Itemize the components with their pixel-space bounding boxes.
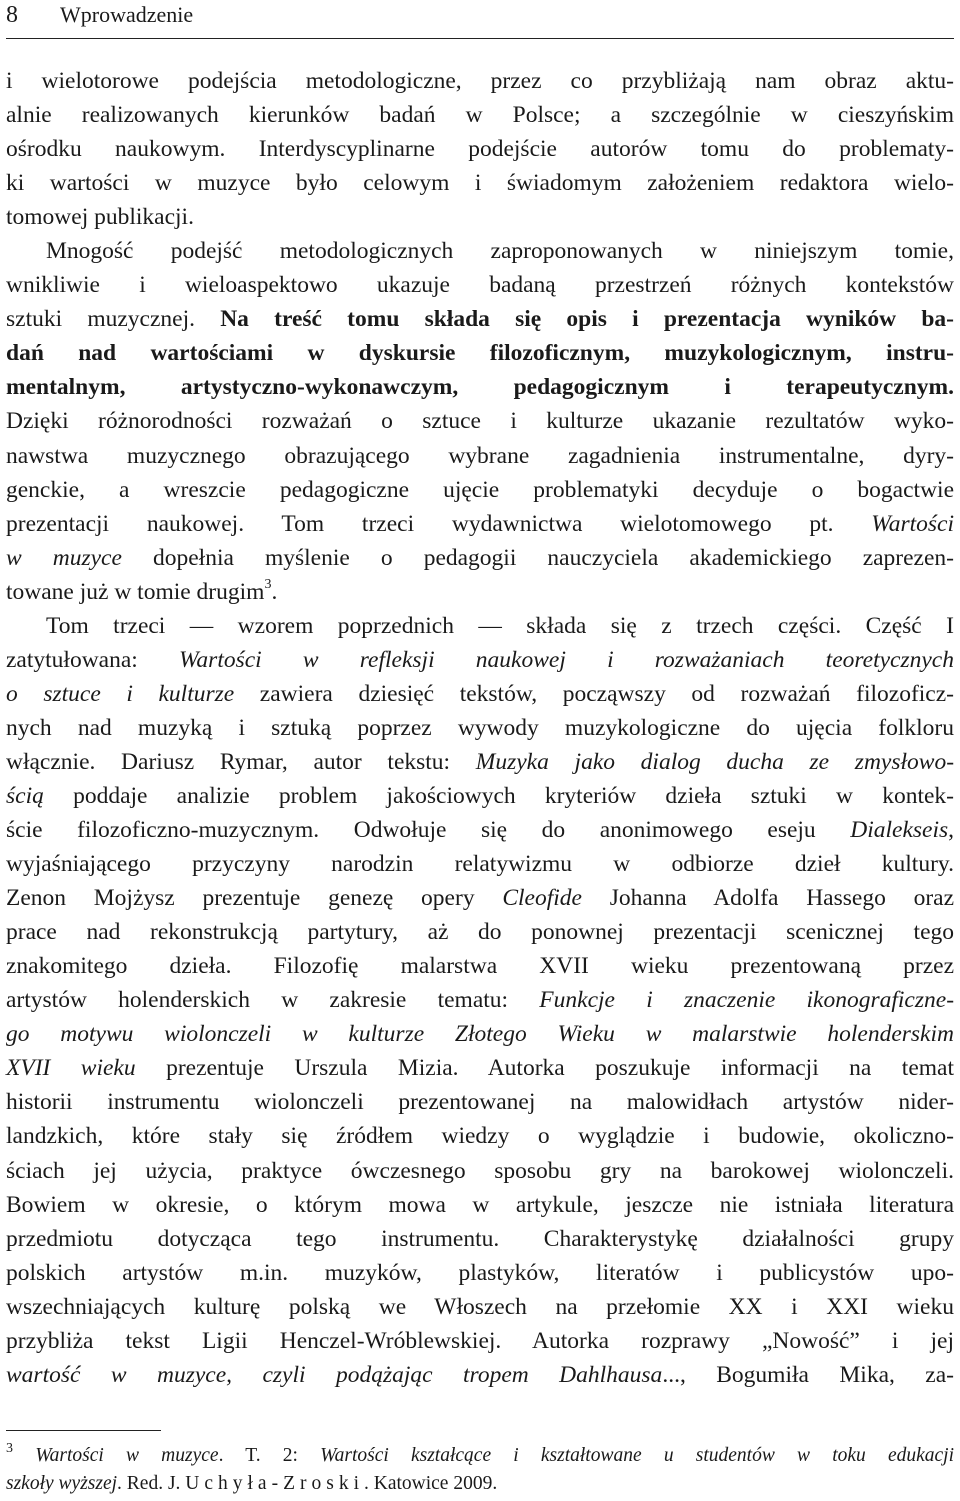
text-run: ..., Bogumiła Mika, za- <box>662 1361 954 1388</box>
text-line: i wielotorowe podejścia metodologiczne, przez co przybliżają nam obraz aktu- <box>6 68 954 94</box>
footnote <box>6 1442 954 1498</box>
text-line: go motywu wiolonczeli w kulturze Złotego Wieku w malarstwie holenderskim <box>6 1021 954 1048</box>
text-line <box>6 779 954 813</box>
text-line: wyjaśniającego przyczyny narodzin relatywizmu w odbiorze dzieł kultury. <box>6 851 954 878</box>
italic-run: ścią <box>6 782 44 809</box>
running-header <box>6 0 954 30</box>
footnote-number: 3 <box>6 1440 13 1456</box>
text-line <box>6 1051 954 1085</box>
italic-run: Wartości w muzyce <box>35 1445 219 1466</box>
page-number: 8 <box>6 2 18 28</box>
text-run: sztuki muzycznej. <box>6 306 195 333</box>
text-line: prace nad rekonstrukcją partytury, aż do ponownej prezentacji scenicznej tego <box>6 919 954 946</box>
text-line: dań nad wartościami w dyskursie filozoficznym, muzykologicznym, instru- <box>6 340 954 367</box>
italic-run: Wartości <box>871 510 954 537</box>
text-line <box>6 507 954 541</box>
spaced-author-name: Uchyła-Zroski <box>185 1473 364 1494</box>
text-run: zawiera dziesięć tekstów, począwszy od rozważań filozoficz- <box>259 680 954 707</box>
text-line: ściach jej użycia, praktyce ówczesnego sposobu gry na barokowej wiolonczeli. <box>6 1157 954 1184</box>
text-line: przedmiotu dotycząca tego instrumentu. Charakterystykę działalności grupy <box>6 1225 954 1252</box>
text-line <box>6 813 954 847</box>
text-line: polskich artystów m.in. muzyków, plastyków, literatów i publicystów upo- <box>6 1259 954 1286</box>
text-line: nawstwa muzycznego obrazującego wybrane zagadnienia instrumentalne, dyry- <box>6 442 954 469</box>
text-run: włącznie. Dariusz Rymar, autor tekstu: <box>6 748 451 775</box>
text-line: genckie, a wreszcie pedagogiczne ujęcie problematyki decyduje o bogactwie <box>6 476 954 503</box>
text-run: zatytułowana: <box>6 646 138 673</box>
italic-run: Dialekseis <box>850 817 949 844</box>
italic-run: o sztuce i kulturze <box>6 680 235 707</box>
text-line <box>6 541 954 575</box>
text-run: . <box>271 578 278 605</box>
text-line <box>6 302 954 336</box>
text-run: Zenon Mojżysz prezentuje genezę opery <box>6 885 475 912</box>
paragraph-3 <box>6 609 954 1392</box>
footnote-ref[interactable]: 3 <box>264 576 272 592</box>
italic-run: w muzyce <box>6 544 122 571</box>
running-title: Wprowadzenie <box>60 2 194 27</box>
text-line <box>6 881 954 915</box>
italic-run: Cleofide <box>502 885 582 912</box>
text-run: Johanna Adolfa Hassego oraz <box>609 885 955 912</box>
italic-run: szkoły wyższej <box>6 1473 118 1494</box>
text-line: Bowiem w okresie, o którym mowa w artykule, jeszcze nie istniała literatura <box>6 1191 954 1218</box>
text-line: ki wartości w muzyce było celowym i świadomym założeniem redaktora wielo- <box>6 170 954 197</box>
text-line: historii instrumentu wiolonczeli prezentowanej na malowidłach artystów nider- <box>6 1089 954 1116</box>
text-line <box>6 745 954 779</box>
text-line: przybliża tekst Ligii Henczel-Wróblewskiej. Autorka rozprawy „Nowość” i jej <box>6 1327 954 1354</box>
text-line <box>6 983 954 1017</box>
text-line: landzkich, które stały się źródłem wiedzy o wyglądzie i budowie, okoliczno- <box>6 1123 954 1150</box>
italic-run: XVII wieku <box>6 1055 136 1082</box>
main-text <box>6 64 954 1392</box>
text-line: wnikliwie i wieloaspektowo ukazuje badaną przestrzeń różnych kontekstów <box>6 272 954 299</box>
text-line: Mnogość podejść metodologicznych zaproponowanych w niniejszym tomie, <box>46 238 954 265</box>
footnote-line <box>6 1470 954 1498</box>
footnote-rule <box>6 1430 161 1431</box>
text-line: tomowej publikacji. <box>6 204 194 231</box>
text-line: Dzięki różnorodności rozważań o sztuce i kulturze ukazanie rezultatów wyko- <box>6 408 954 435</box>
text-run: artystów holenderskich w zakresie tematu: <box>6 987 509 1014</box>
text-line: mentalnym, artystyczno-wykonawczym, pedagogicznym i terapeutycznym. <box>6 374 954 401</box>
text-run: prezentuje Urszula Mizia. Autorka poszukuje informacji na temat <box>166 1055 954 1082</box>
footnote-line <box>6 1442 954 1470</box>
text-line: znakomitego dzieła. Filozofię malarstwa XVII wieku prezentowaną przez <box>6 953 954 980</box>
paragraph-1 <box>6 64 954 234</box>
text-run: ście filozoficzno-muzycznym. Odwołuje się do anonimowego eseju <box>6 817 816 844</box>
italic-run: Wartości kształcące i kształtowane u studentów w toku edukacji <box>320 1445 955 1466</box>
text-line <box>6 677 954 711</box>
text-line: alnie realizowanych kierunków badań w Polsce; a szczególnie w cieszyńskim <box>6 102 954 129</box>
italic-run: Funkcje i znaczenie ikonograficzne- <box>539 987 955 1014</box>
text-run: prezentacji naukowej. Tom trzeci wydawnictwa wielotomowego pt. <box>6 510 834 537</box>
text-line: wszechniających kulturę polską we Włoszech na przełomie XX i XXI wieku <box>6 1293 954 1320</box>
text-line: Tom trzeci — wzorem poprzednich — składa się z trzech części. Część I <box>46 612 954 639</box>
text-line <box>6 575 954 609</box>
text-line <box>6 1358 954 1392</box>
italic-run: wartość w muzyce, czyli podążając tropem Dahlhausa <box>6 1361 663 1388</box>
text-run: . Red. J. <box>117 1473 181 1494</box>
italic-run: Muzyka jako dialog ducha ze zmysłowo- <box>475 748 955 775</box>
text-run: towane już w tomie drugim <box>6 578 265 605</box>
header-rule <box>6 38 954 39</box>
text-line: ośrodku naukowym. Interdyscyplinarne podejście autorów tomu do problematy- <box>6 136 954 163</box>
paragraph-2 <box>6 234 954 609</box>
text-run: poddaje analizie problem jakościowych kryteriów dzieła sztuki w kontek- <box>73 782 954 809</box>
text-line <box>6 643 954 677</box>
text-run: , <box>948 817 955 844</box>
italic-run: Wartości w refleksji naukowej i rozważaniach teoretycznych <box>179 646 954 673</box>
text-run: . Katowice 2009. <box>364 1473 498 1494</box>
bold-run: Na treść tomu składa się opis i prezentacja wyników ba- <box>220 306 954 333</box>
text-run: dopełnia myślenie o pedagogii nauczyciela akademickiego zaprezen- <box>152 544 954 571</box>
text-run: . T. 2: <box>218 1445 298 1466</box>
text-line: nych nad muzyką i sztuką poprzez wywody muzykologiczne do ujęcia folkloru <box>6 714 954 741</box>
